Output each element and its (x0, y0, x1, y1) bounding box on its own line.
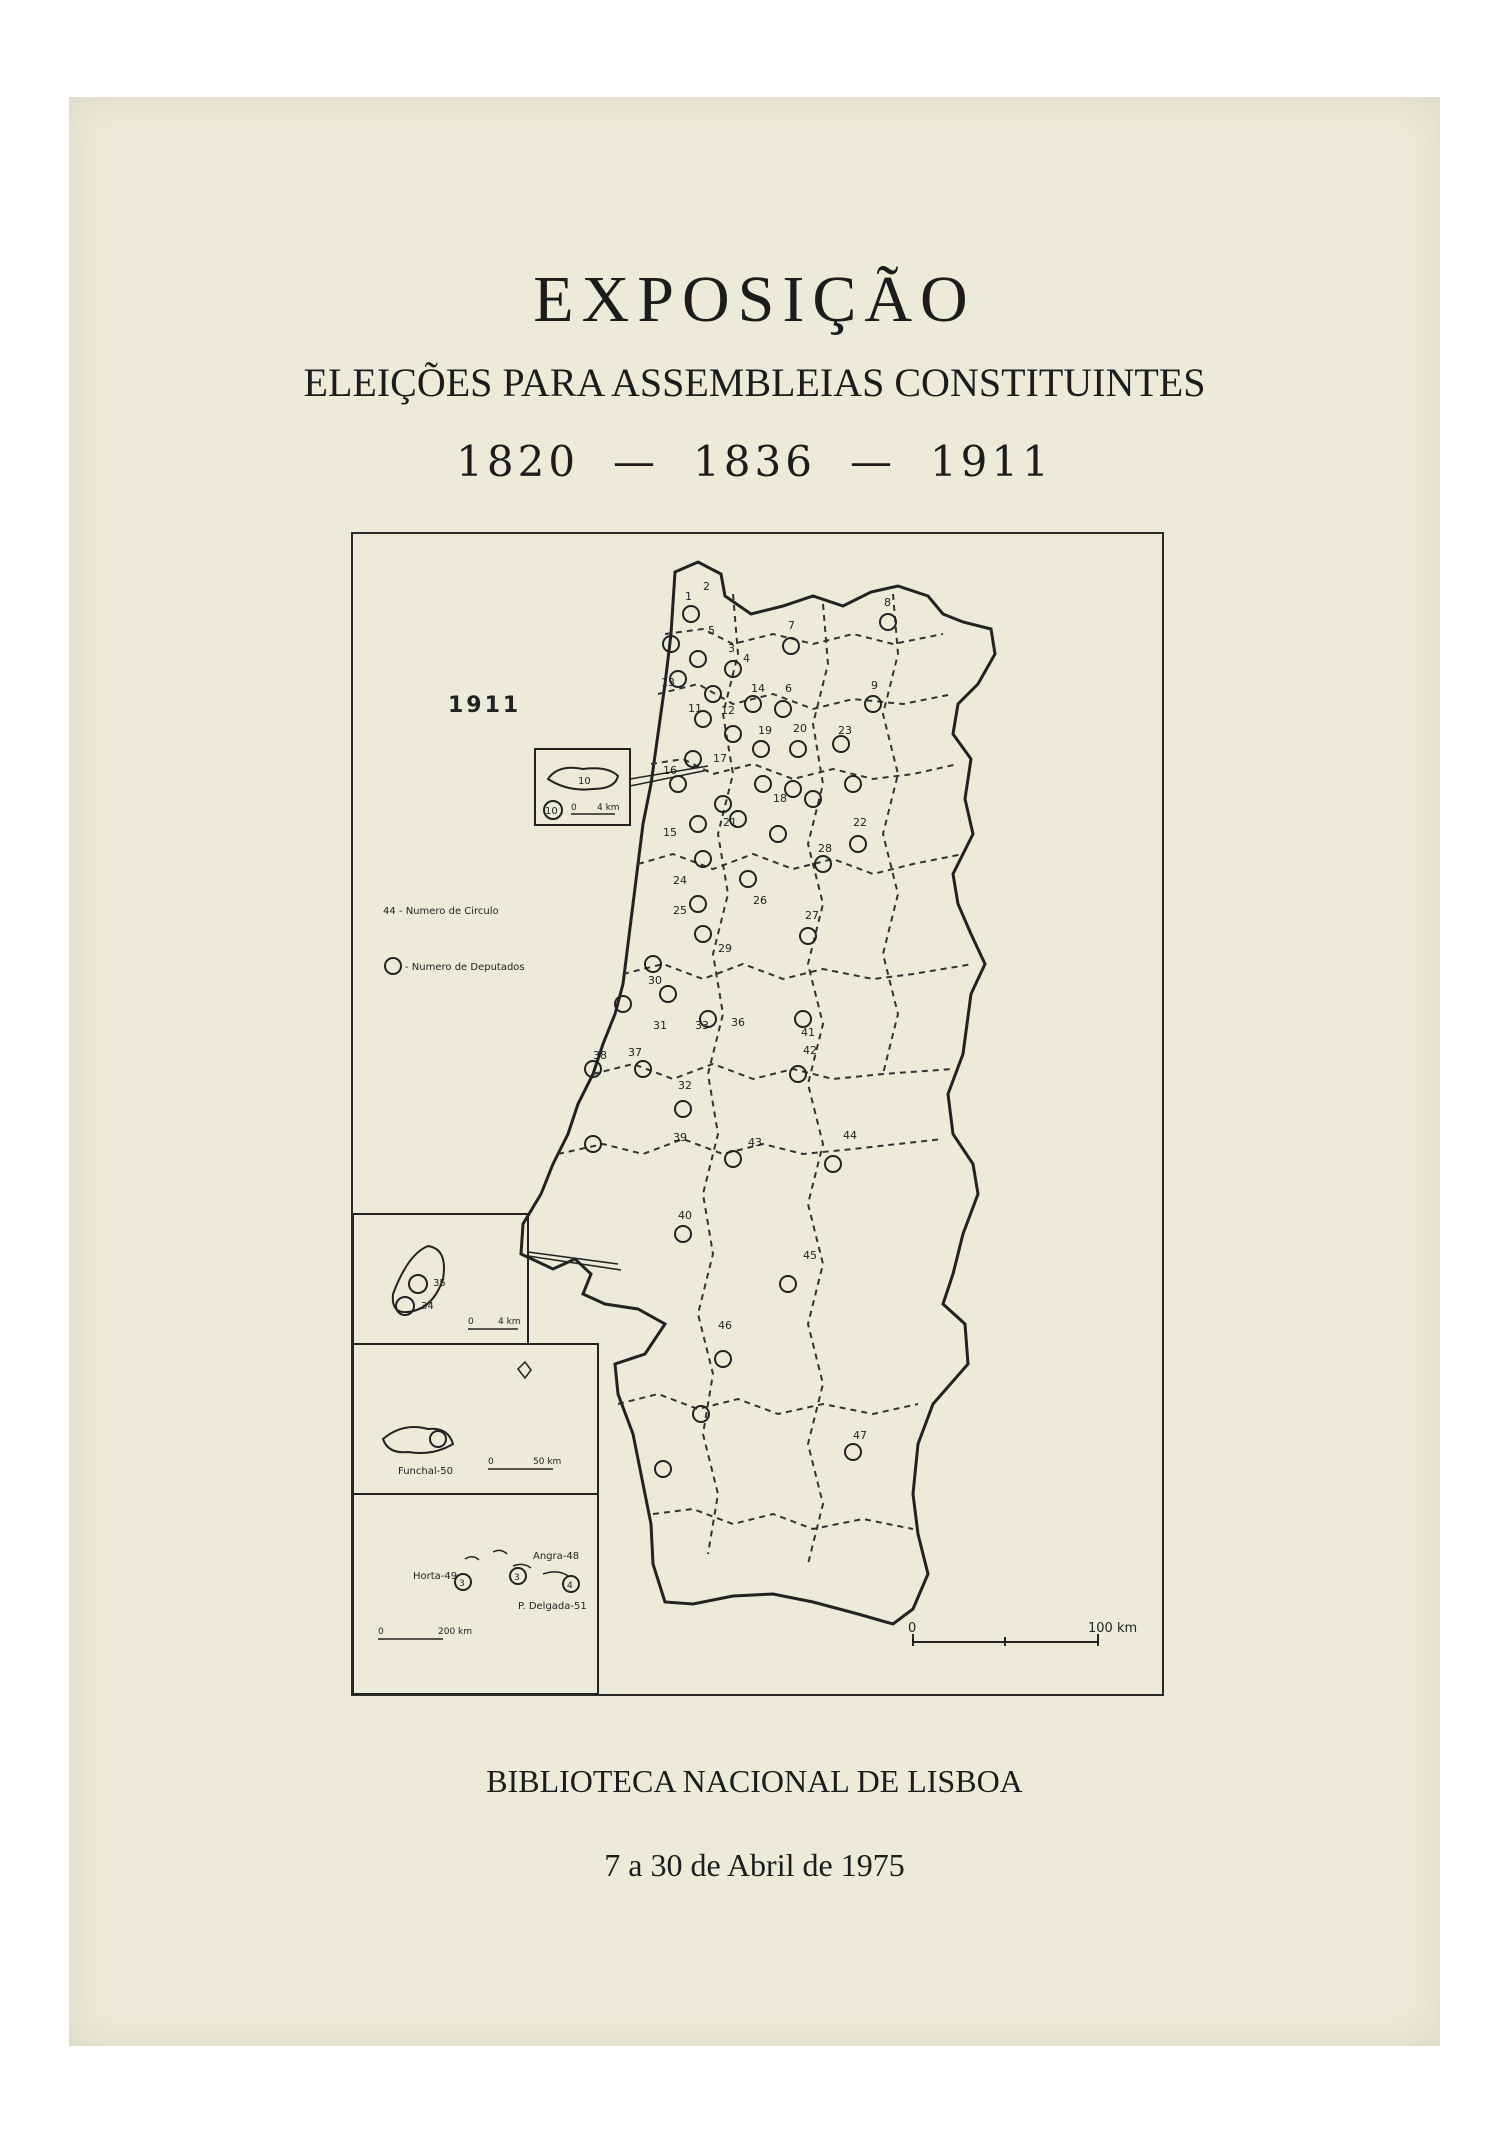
azores-angra-deputies: 3 (514, 1573, 520, 1583)
circle-number: 1 (685, 590, 692, 603)
circle-number: 45 (803, 1249, 817, 1262)
map-drawing (353, 534, 1162, 1694)
circle-numbers (593, 580, 891, 1442)
year-3: 1911 (929, 437, 1053, 486)
legend-circle-number: 44 - Numero de Circulo (383, 906, 499, 917)
inset-azores-box (353, 1494, 598, 1694)
porto-inset-deputies: 10 (545, 806, 558, 817)
circle-number: 47 (853, 1429, 867, 1442)
main-scale-end: 100 km (1088, 1621, 1138, 1636)
circle-number: 12 (721, 704, 735, 717)
map-year: 1911 (448, 693, 522, 718)
year-1: 1820 (456, 437, 580, 486)
lisboa-inset-a: 35 (433, 1278, 446, 1289)
porto-inset-number: 10 (578, 776, 591, 787)
azores-ponta: P. Delgada-51 (518, 1601, 587, 1612)
circle-number: 22 (853, 816, 867, 829)
circle-number: 7 (788, 619, 795, 632)
lisboa-scale-end: 4 km (498, 1317, 521, 1327)
circle-number: 31 (653, 1019, 667, 1032)
circle-number: 25 (673, 904, 687, 917)
circle-number: 30 (648, 974, 662, 987)
year-2: 1836 (693, 437, 816, 486)
lisboa-inset-b: 34 (421, 1301, 434, 1312)
madeira-scale-end: 50 km (533, 1457, 562, 1467)
circle-number: 18 (773, 792, 787, 805)
circle-number: 26 (753, 894, 767, 907)
year-dash-2: — (849, 437, 896, 486)
circle-number: 37 (628, 1046, 642, 1059)
azores-horta: Horta-49 (413, 1571, 458, 1582)
circle-number: 13 (661, 676, 675, 689)
cover-subtitle: ELEIÇÕES PARA ASSEMBLEIAS CONSTITUINTES (303, 360, 1206, 405)
circle-number: 43 (748, 1136, 762, 1149)
porto-scale-start: 0 (571, 803, 577, 813)
circle-number: 42 (803, 1044, 817, 1057)
circle-number: 14 (751, 682, 765, 695)
circle-number: 15 (663, 826, 677, 839)
legend-deputy-icon (385, 958, 401, 974)
circle-number: 41 (801, 1026, 815, 1039)
main-scale-start: 0 (908, 1621, 917, 1636)
azores-ponta-deputies: 4 (567, 1581, 573, 1591)
circle-number: 44 (843, 1129, 857, 1142)
circle-number: 5 (708, 624, 715, 637)
district-boundaries (558, 594, 973, 1564)
portugal-outline (521, 562, 995, 1624)
circle-number: 36 (731, 1016, 745, 1029)
circle-number: 6 (785, 682, 792, 695)
azores-horta-deputies: 3 (459, 1579, 465, 1589)
circle-number: 4 (743, 652, 750, 665)
catalog-cover (69, 97, 1440, 2046)
legend-deputies: - Numero de Deputados (405, 962, 525, 973)
circle-number: 32 (678, 1079, 692, 1092)
lisboa-scale-start: 0 (468, 1317, 474, 1327)
circle-number: 46 (718, 1319, 732, 1332)
electoral-map (351, 532, 1164, 1696)
circle-number: 28 (818, 842, 832, 855)
circle-number: 27 (805, 909, 819, 922)
year-dash-1: — (613, 437, 660, 486)
circle-number: 24 (673, 874, 687, 887)
circle-number: 29 (718, 942, 732, 955)
inset-madeira-box (353, 1344, 598, 1494)
circle-number: 16 (663, 764, 677, 777)
madeira-shape (383, 1427, 453, 1453)
circle-number: 39 (673, 1131, 687, 1144)
azores-scale-start: 0 (378, 1627, 384, 1637)
circle-number: 17 (713, 752, 727, 765)
porto-scale-end: 4 km (597, 803, 620, 813)
circle-number: 8 (884, 596, 891, 609)
circle-number: 11 (688, 702, 702, 715)
circle-number: 20 (793, 722, 807, 735)
cover-years (69, 437, 1440, 486)
circle-number: 21 (723, 816, 737, 829)
azores-angra: Angra-48 (533, 1551, 580, 1562)
azores-scale-end: 200 km (438, 1627, 473, 1637)
circle-number: 23 (838, 724, 852, 737)
exhibition-dates: 7 a 30 de Abril de 1975 (604, 1847, 905, 1883)
madeira-scale-start: 0 (488, 1457, 494, 1467)
circle-number: 2 (703, 580, 710, 593)
circle-number: 9 (871, 679, 878, 692)
cover-title: EXPOSIÇÃO (533, 263, 976, 336)
circle-number: 38 (593, 1049, 607, 1062)
circle-number: 33 (695, 1019, 709, 1032)
circle-number: 40 (678, 1209, 692, 1222)
madeira-label: Funchal-50 (398, 1466, 453, 1477)
circle-number: 19 (758, 724, 772, 737)
circle-number: 3 (728, 642, 735, 655)
institution-name: BIBLIOTECA NACIONAL DE LISBOA (486, 1763, 1023, 1799)
